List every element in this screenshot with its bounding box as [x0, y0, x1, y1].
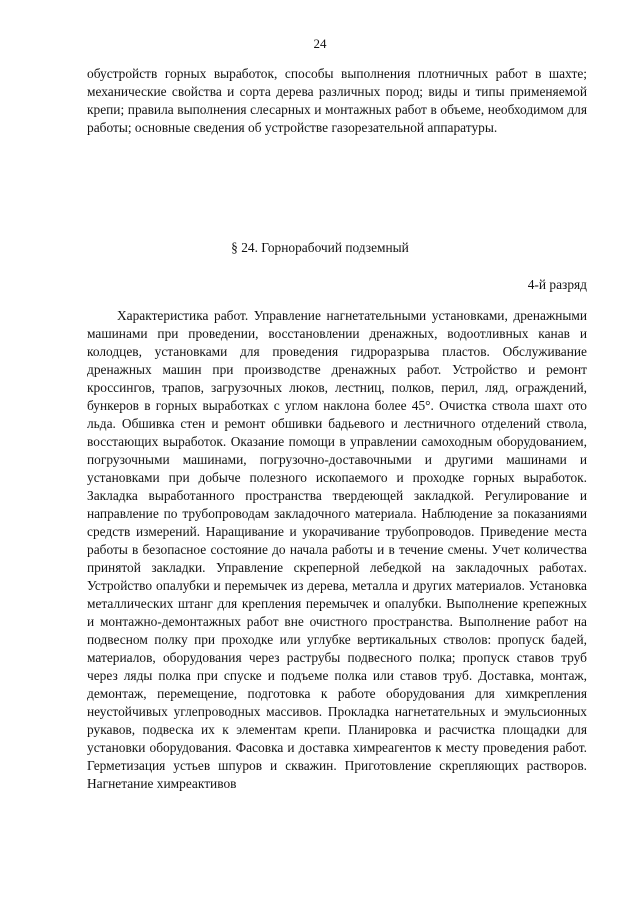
characteristics-paragraph: Характеристика работ. Управление нагнетательными установками, дренажными машинами при проведении, восстановлении дренажных, водоотливных канав и колодцев, установками для проведения гидроразрыва пластов. Обслуживание дренажных машин при производстве дренажных работ. Устройство и ремонт кроссингов, трапов, загрузочных люков, лестниц, полков, перил, ляд, ограждений, бункеров в горных выработках с углом наклона более 45°. Очистка ствола шахт ото льда. Обшивка стен и ремонт обшивки бадьевого и лестничного отделений ствола, восстающих выработок. Оказание помощи в управлении самоходным оборудованием, погрузочными машинами, погрузочно-доставочными и другими машинами и установками при добыче полезного ископаемого и проходке горных выработок. Закладка выработанного пространства твердеющей закладкой. Регулирование и направление по трубопроводам закладочного материала. Наблюдение за показаниями средств измерений. Наращивание и укорачивание трубопроводов. Приведение места работы в безопасное состояние до начала работы и в течение смены. Учет количества принятой закладки. Управление скреперной лебедкой на закладочных работах. Устройство опалубки и перемычек из дерева, металла и других материалов. Установка металлических штанг для крепления перемычек и опалубки. Выполнение крепежных и монтажно-демонтажных работ вне очистного пространства. Выполнение работ на подвесном полку при проходке или углубке вертикальных стволов: пропуск бадей, материалов, оборудования через раструбы подвесного полка; пропуск ставов труб через ляды полка при спуске и подъеме полка или ставов труб. Доставка, монтаж, демонтаж, перемещение, подготовка к работе оборудования для химкрепления неустойчивых углепроводных массивов. Прокладка нагнетательных и эмульсионных рукавов, подвеска их к элементам крепи. Планировка и расчистка площадки для установки оборудования. Фасовка и доставка химреагентов к месту проведения работ. Герметизация устьев шпуров и скважин. Приготовление скрепляющих растворов. Нагнетание химреактивов [87, 308, 587, 791]
page-number: 24 [313, 36, 327, 51]
intro-paragraph: обустройств горных выработок, способы выполнения плотничных работ в шахте; механические свойства и сорта дерева различных пород; виды и типы применяемой крепи; правила выполнения слесарных и монтажных работ в объеме, необходимом для работы; основные сведения об устройстве газорезательной аппаратуры. [87, 66, 587, 135]
section-title: § 24. Горнорабочий подземный [231, 240, 409, 255]
grade-label: 4-й разряд [527, 277, 587, 292]
